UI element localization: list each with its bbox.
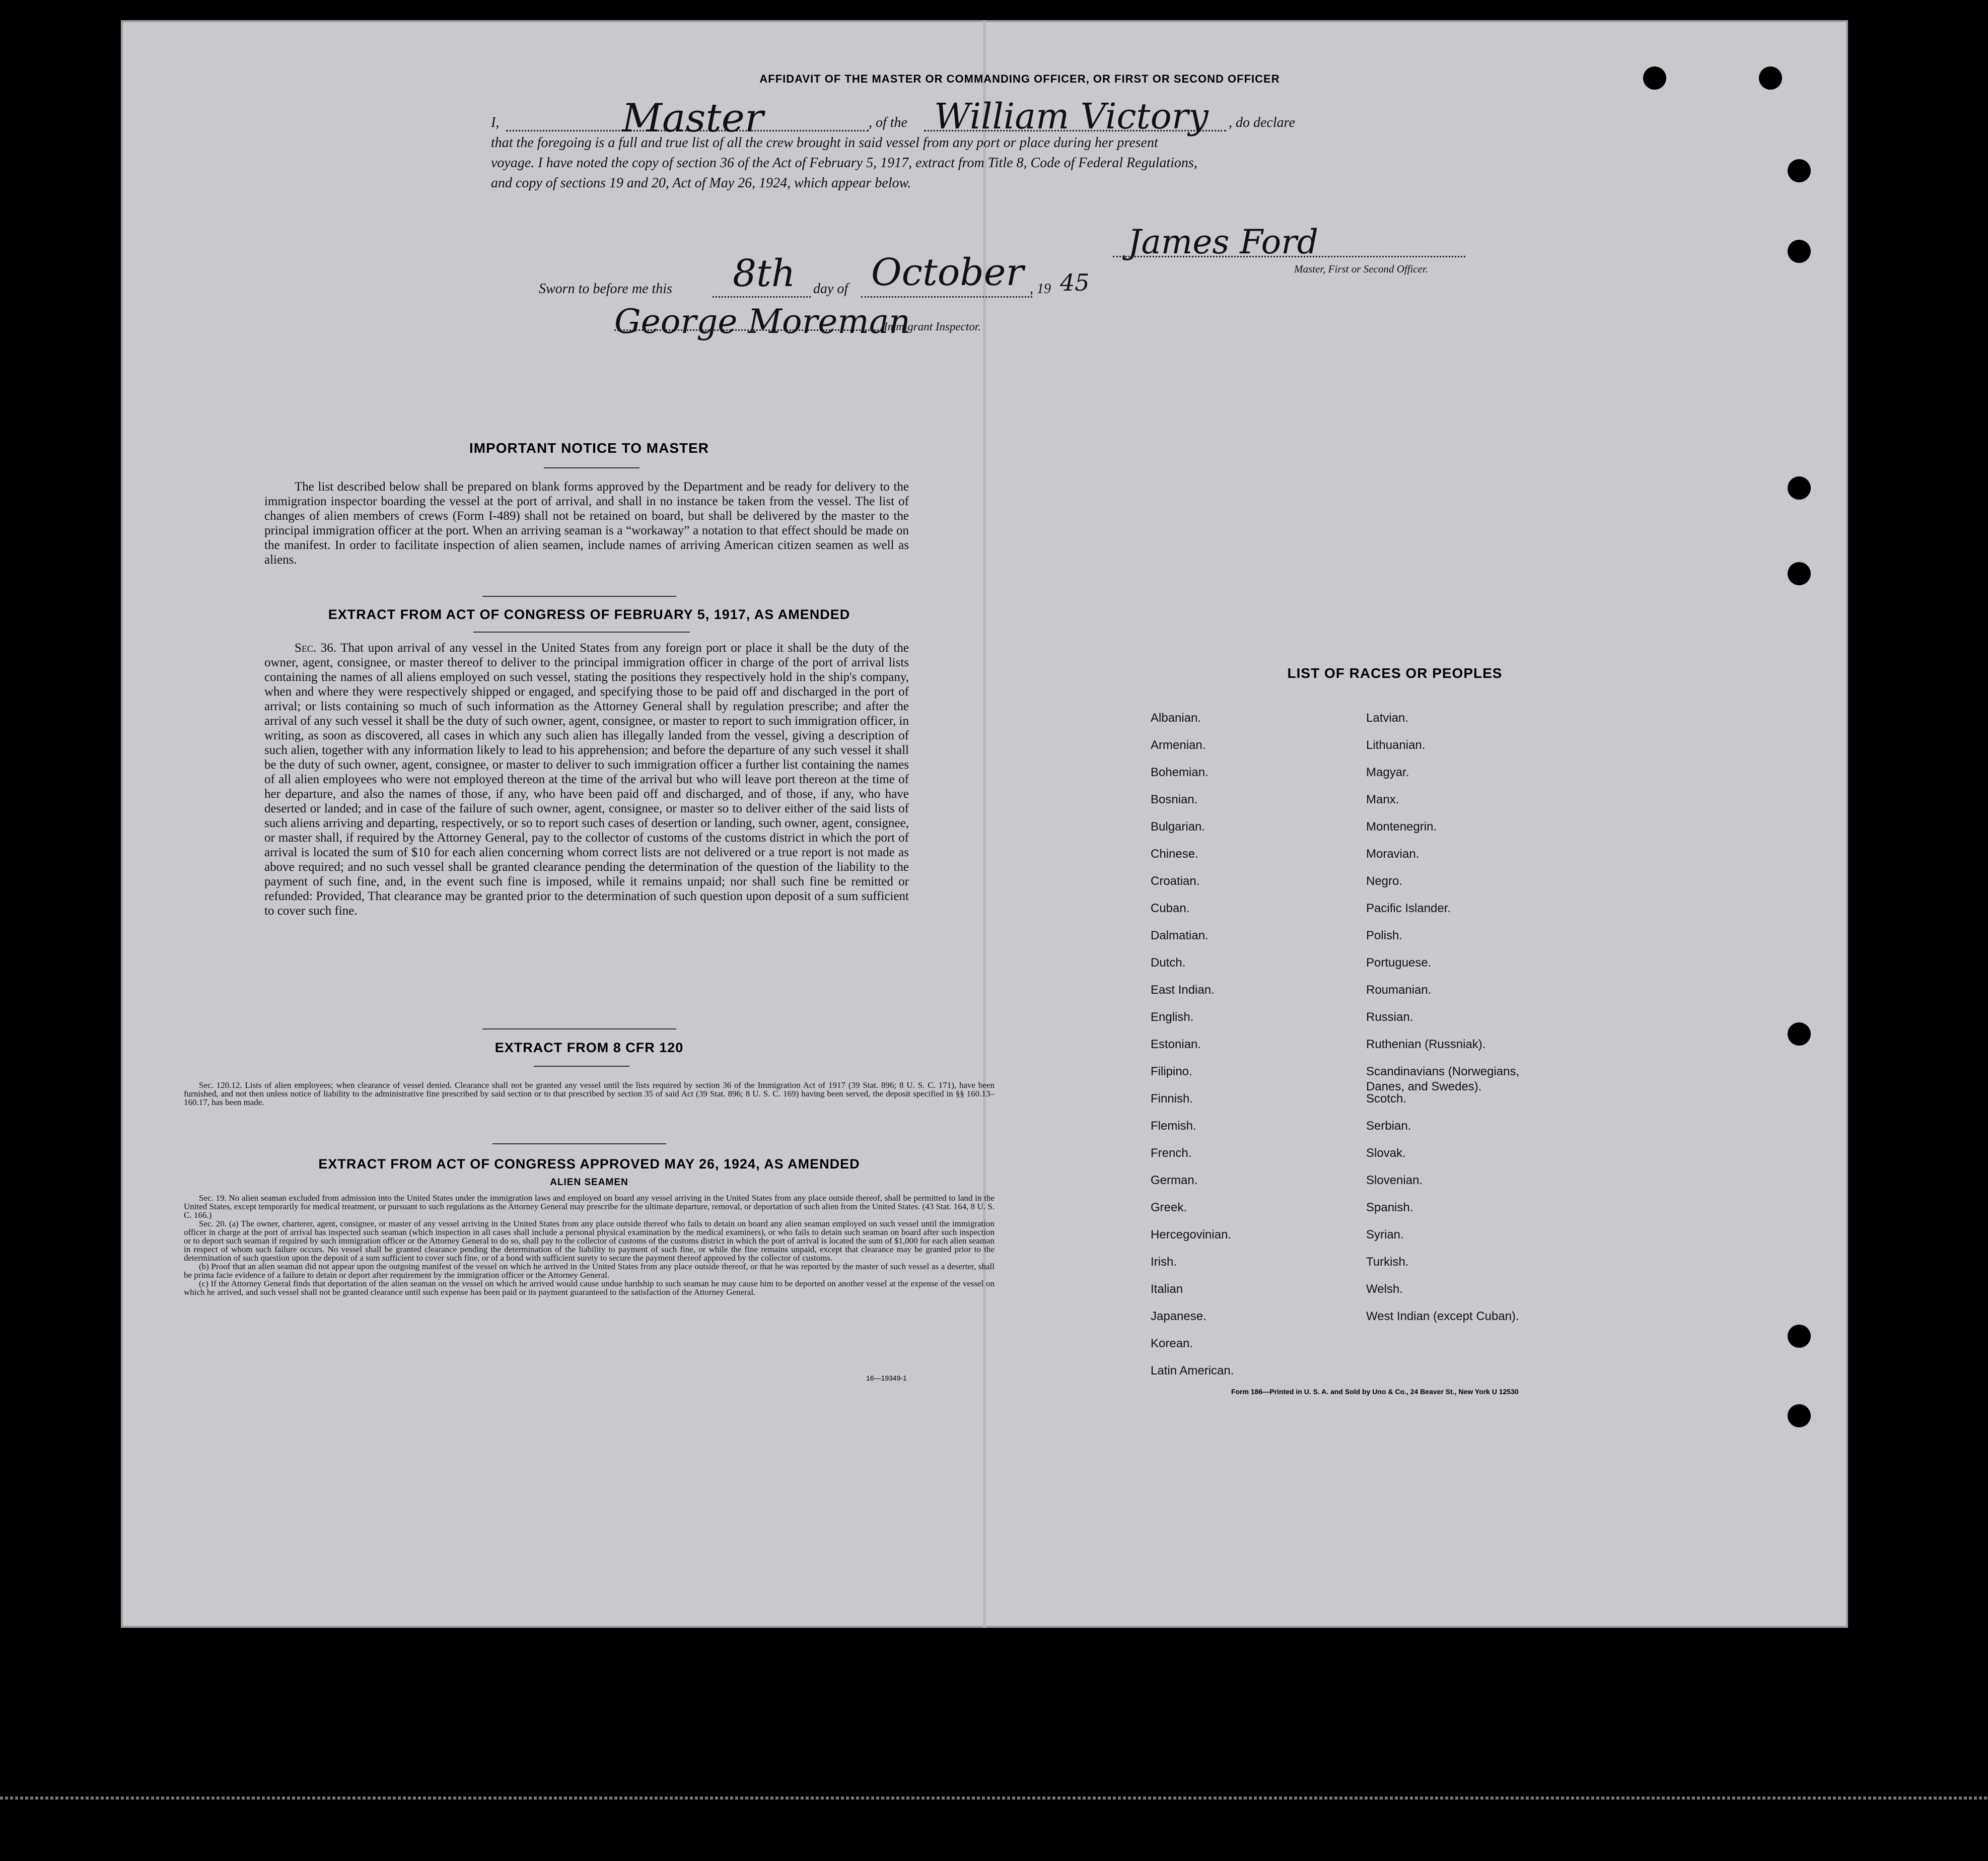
day-of-label: day of	[813, 281, 848, 297]
race-item: Russian.	[1366, 1010, 1413, 1024]
sec-20c-text: (c) If the Attorney General finds that deportation of the alien seaman on the vessel on which he arrived would cause undue hardship to such seaman he may cause him to be deported on another vessel at the expense of the vessel on which he arrived, and such vessel shall not be granted clearance until such expense has been paid or its payment guaranteed to the satisfaction of the Attorney General.	[184, 1279, 995, 1297]
race-item: Cuban.	[1151, 902, 1190, 915]
sec-19-text: Sec. 19. No alien seaman excluded from admission into the United States under the immigration laws and employed on board any vessel arriving in the United States from any place outside thereof, shall be permitted to land in the United States, except temporarily for medical treatment, or pursuant to such regulations as the Attorney General may prescribe for the ultimate departure, removal, or deportation of such alien from the United States. (43 Stat. 164, 8 U. S. C. 166.)	[184, 1193, 995, 1220]
binder-hole	[1788, 562, 1811, 585]
binder-hole	[1788, 1325, 1811, 1348]
affidavit-prefix: I,	[491, 115, 500, 130]
race-item: Slovenian.	[1366, 1174, 1423, 1187]
cfr-rule	[534, 1066, 629, 1067]
year-handwritten: 45	[1060, 269, 1090, 296]
officer-signature: James Ford	[1128, 223, 1319, 261]
race-item: Roumanian.	[1366, 983, 1432, 997]
race-item: Manx.	[1366, 793, 1399, 806]
race-item: Syrian.	[1366, 1228, 1404, 1242]
extract-1924-text	[184, 1194, 995, 1296]
signature-line	[1113, 256, 1465, 257]
race-item: Croatian.	[1151, 874, 1200, 888]
race-item: Latin American.	[1151, 1364, 1234, 1377]
sec-20a-text: Sec. 20. (a) The owner, charterer, agent, consignee, or master of any vessel arriving in the United States from any place outside thereof who fails to detain on board any alien seaman employed on such vessel until the immigration officer in charge at the port of arrival has inspected such seaman (which inspection in all cases shall include a personal physical examination by the medical examiners), or who fails to detain such seaman on board after such inspection or to deport such seaman if required by such immigration officer or the Attorney General to do so, shall pay to the collector of customs of the customs district in which the port of arrival is located the sum of $1,000 for each alien seaman in respect of whom such failure occurs. No vessel shall be granted clearance pending the determination of the liability to payment of such fine, or while the fine remains unpaid, except that clearance may be granted prior to the determination of such question upon the deposit of a sum sufficient to cover such fine, or of a bond with sufficient surety to secure the payment thereof approved by the collector of customs.	[184, 1219, 995, 1263]
race-item: Scotch.	[1366, 1092, 1407, 1106]
extract-1917-end-rule	[482, 1028, 676, 1029]
race-item: Ruthenian (Russniak).	[1366, 1038, 1486, 1051]
extract-1917-text	[264, 641, 909, 918]
race-item: West Indian (except Cuban).	[1366, 1309, 1519, 1323]
extract-1924-title: EXTRACT FROM ACT OF CONGRESS APPROVED MAY 26, 1924, AS AMENDED	[318, 1156, 860, 1171]
race-item: Lithuanian.	[1366, 738, 1426, 752]
sec-20b-text: (b) Proof that an alien seaman did not appear upon the outgoing manifest of the vessel on which he arrived in the United States from any place outside thereof, or that he was reported by the master of such vessel as a deserter, shall be prima facie evidence of a failure to detain or deport after requirement by the immigration officer or the Attorney General.	[184, 1262, 995, 1280]
sec-36-label: Sec. 36.	[295, 641, 337, 655]
binder-hole	[1788, 1404, 1811, 1427]
race-item: Italian	[1151, 1282, 1183, 1296]
race-item: Bohemian.	[1151, 766, 1209, 779]
race-item: Latvian.	[1366, 711, 1409, 725]
do-declare-label: , do declare	[1229, 115, 1295, 130]
alien-seamen-subtitle: ALIEN SEAMEN	[550, 1177, 628, 1188]
film-edge-line	[0, 1797, 1988, 1800]
race-item: Scandinavians (Norwegians,	[1366, 1065, 1520, 1078]
race-item: Irish.	[1151, 1255, 1177, 1269]
race-item: Hercegovinian.	[1151, 1228, 1232, 1242]
binder-hole	[1788, 476, 1811, 500]
races-title: LIST OF RACES OR PEOPLES	[1287, 665, 1503, 681]
month-handwritten: October	[871, 251, 1024, 294]
vessel-name-handwritten: William Victory	[934, 96, 1209, 137]
form-number: 16—19349-1	[866, 1374, 907, 1382]
race-item: Slovak.	[1366, 1146, 1406, 1160]
race-item: German.	[1151, 1174, 1198, 1187]
race-item: Korean.	[1151, 1337, 1193, 1350]
race-item: English.	[1151, 1010, 1194, 1024]
race-item: Dutch.	[1151, 956, 1186, 970]
race-item: Polish.	[1366, 929, 1403, 942]
binder-hole	[1788, 1022, 1811, 1046]
race-item: Welsh.	[1366, 1282, 1403, 1296]
document-page	[121, 20, 1848, 1628]
master-name-handwritten: Master	[622, 96, 764, 141]
day-handwritten: 8th	[733, 252, 796, 295]
inspector-line	[614, 329, 879, 331]
race-item: Turkish.	[1366, 1255, 1409, 1269]
race-item: Moravian.	[1366, 847, 1419, 861]
affidavit-line-4: and copy of sections 19 and 20, Act of May 26, 1924, which appear below.	[491, 175, 911, 191]
race-item: Serbian.	[1366, 1119, 1411, 1133]
sec-36-text: That upon arrival of any vessel in the United States from any foreign port or place it shall be the duty of the owner, agent, consignee, or master thereof to deliver to the principal immigration officer in charge of the port of arrival lists containing the names of all aliens employed on such vessel, stating the positions they respectively hold in the ship's company, when and where they were respectively shipped or engaged, and specifying those to be paid off and discharged in the port of arrival; or lists containing so much of such information as the Attorney General shall by regulation prescribe; and after the arrival of any such vessel it shall be the duty of such owner, agent, consignee, or master to report to such immigration officer, in writing, as soon as discovered, all cases in which any such alien has illegally landed from the vessel, giving a description of such alien, together with any information likely to lead to his apprehension; and before the departure of any such vessel it shall be the duty of such owner, agent, consignee, or master to deliver to such immigration officer a further list containing the names of all alien employees who were not employed thereon at the time of the arrival but who will leave port thereon at the time of her departure, and also the names of those, if any, who have been paid off and discharged, and of those, if any, who have deserted or landed; and in case of the failure of such owner, agent, consignee, or master so to deliver either of the said lists of such aliens arriving and departing, respectively, or so to report such cases of desertion or landing, such owner, agent, consignee, or master shall, if required by the Attorney General, pay to the collector of customs of the customs district in which the port of arrival is located the sum of $10 for each alien concerning whom correct lists are not delivered or a true report is not made as above required; and no such vessel shall be granted clearance pending the determination of the question of the liability to the payment of such fine, and, in the event such fine is imposed, while it remains unpaid; nor shall such fine be remitted or refunded: Provided, That clearance may be granted prior to the determination of such question upon deposit of a sum sufficient to cover such fine.	[264, 641, 909, 918]
printer-footer: Form 186—Printed in U. S. A. and Sold by Uno & Co., 24 Beaver St., New York U 12530	[1231, 1388, 1519, 1396]
race-item: Filipino.	[1151, 1065, 1192, 1078]
binder-hole	[1759, 66, 1782, 90]
officer-caption: Master, First or Second Officer.	[1294, 263, 1428, 275]
day-line	[713, 296, 811, 298]
affidavit-line-2: that the foregoing is a full and true list of all the crew brought in said vessel from any port or place during her present	[491, 135, 1158, 151]
race-item: Chinese.	[1151, 847, 1198, 861]
notice-rule	[544, 467, 640, 468]
race-item: Greek.	[1151, 1201, 1187, 1214]
race-item: Negro.	[1366, 874, 1403, 888]
race-item: Estonian.	[1151, 1038, 1201, 1051]
inspector-caption: Immigrant Inspector.	[884, 320, 981, 333]
cfr-text: Sec. 120.12. Lists of alien employees; when clearance of vessel denied. Clearance shall not be granted any vessel until the lists required by section 36 of the Immigration Act of 1917 (39 Stat. 896; 8 U. S. C. 171), have been furnished, and not then unless notice of liability to the administrative fine prescribed by said section or to that prescribed by section 35 of said Act (39 Stat. 896; 8 U. S. C. 169) having been served, the deposit specified in §§ 160.13–160.17, has been made.	[184, 1080, 995, 1107]
race-item: Albanian.	[1151, 711, 1201, 725]
race-item: Finnish.	[1151, 1092, 1193, 1106]
race-item: Portuguese.	[1366, 956, 1432, 970]
year-label: , 19	[1030, 281, 1051, 297]
extract-1917-rule	[473, 632, 690, 633]
affidavit-line-3: voyage. I have noted the copy of section 36 of the Act of February 5, 1917, extract from Title 8, Code of Federal Regulations,	[491, 155, 1197, 171]
race-item: Armenian.	[1151, 738, 1206, 752]
race-item: Dalmatian.	[1151, 929, 1209, 942]
binder-hole	[1788, 159, 1811, 182]
race-item: Montenegrin.	[1366, 820, 1437, 834]
race-item: Japanese.	[1151, 1309, 1206, 1323]
inspector-signature: George Moreman	[614, 302, 910, 341]
race-item: Magyar.	[1366, 766, 1409, 779]
race-item: Pacific Islander.	[1366, 902, 1451, 915]
cfr-end-rule	[492, 1143, 666, 1144]
race-item: Flemish.	[1151, 1119, 1196, 1133]
race-item: Danes, and Swedes).	[1366, 1080, 1482, 1093]
race-item: French.	[1151, 1146, 1192, 1160]
notice-end-rule	[482, 596, 676, 597]
sworn-label: Sworn to before me this	[539, 281, 672, 297]
race-item: Bulgarian.	[1151, 820, 1205, 834]
notice-title: IMPORTANT NOTICE TO MASTER	[469, 440, 709, 456]
binder-hole	[1643, 66, 1666, 90]
race-item: Spanish.	[1366, 1201, 1413, 1214]
extract-1917-title: EXTRACT FROM ACT OF CONGRESS OF FEBRUARY 5, 1917, AS AMENDED	[328, 607, 850, 622]
affidavit-title: AFFIDAVIT OF THE MASTER OR COMMANDING OFFICER, OR FIRST OR SECOND OFFICER	[759, 73, 1280, 85]
binder-hole	[1788, 240, 1811, 263]
race-item: Bosnian.	[1151, 793, 1198, 806]
race-item: East Indian.	[1151, 983, 1215, 997]
of-the-label: , of the	[869, 115, 907, 130]
month-line	[861, 296, 1032, 298]
cfr-title: EXTRACT FROM 8 CFR 120	[494, 1040, 684, 1055]
notice-text: The list described below shall be prepared on blank forms approved by the Department and be ready for delivery to the immigration inspector boarding the vessel at the port of arrival, and shall in no instance be taken from the vessel. The list of changes of alien members of crews (Form I-489) shall not be retained on board, but shall be delivered by the master to the principal immigration officer at the port. When an arriving seaman is a “workaway” a notation to that effect should be made on the manifest. In order to facilitate inspection of alien seamen, include names of arriving American citizen seamen as well as aliens.	[264, 480, 909, 567]
